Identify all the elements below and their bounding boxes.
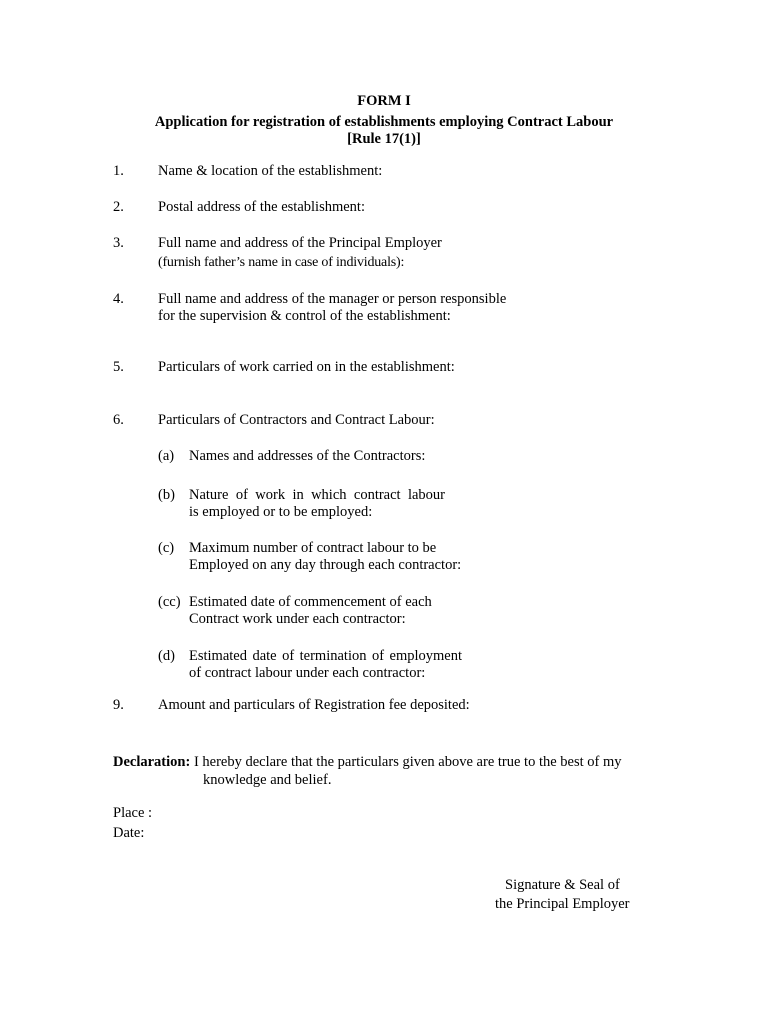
subitem-b-text-line1: Nature of work in which contract labour	[189, 487, 445, 503]
item-2-number: 2.	[113, 199, 124, 215]
declaration-text: I hereby declare that the particulars given above are true to the best of my	[193, 754, 622, 770]
item-4-text-line1: Full name and address of the manager or person responsible	[158, 291, 507, 307]
subitem-d-text-line2: of contract labour under each contractor:	[189, 665, 426, 681]
subitem-c-label: (c)	[158, 540, 175, 556]
place-label: Place :	[113, 805, 153, 821]
item-5-number: 5.	[113, 359, 124, 375]
item-4-number: 4.	[113, 291, 124, 307]
declaration-line1	[113, 754, 622, 771]
item-3-text-line2: (furnish father’s name in case of individuals):	[158, 255, 405, 270]
signature-line1: Signature & Seal of	[505, 877, 620, 893]
declaration-label: Declaration:	[113, 754, 191, 770]
item-3-number: 3.	[113, 235, 124, 251]
subitem-a-label: (a)	[158, 448, 175, 464]
item-2-text: Postal address of the establishment:	[158, 199, 365, 215]
item-9-text: Amount and particulars of Registration fee deposited:	[158, 697, 470, 713]
item-5-text: Particulars of work carried on in the establishment:	[158, 359, 455, 375]
signature-line2: the Principal Employer	[495, 896, 630, 912]
item-6-text: Particulars of Contractors and Contract Labour:	[158, 412, 435, 428]
form-title: FORM I	[357, 93, 411, 109]
subitem-a-text: Names and addresses of the Contractors:	[189, 448, 426, 464]
subitem-c-text-line2: Employed on any day through each contractor:	[189, 557, 462, 573]
subitem-b-text-line2: is employed or to be employed:	[189, 504, 373, 520]
subitem-b-label: (b)	[158, 487, 175, 503]
item-3-text-line1: Full name and address of the Principal Employer	[158, 235, 442, 251]
item-9-number: 9.	[113, 697, 124, 713]
subitem-cc-text-line2: Contract work under each contractor:	[189, 611, 406, 627]
subitem-cc-text-line1: Estimated date of commencement of each	[189, 594, 432, 610]
item-1-text: Name & location of the establishment:	[158, 163, 383, 179]
date-label: Date:	[113, 825, 145, 841]
rule-reference: [Rule 17(1)]	[347, 131, 421, 147]
subitem-d-label: (d)	[158, 648, 175, 664]
item-6-number: 6.	[113, 412, 124, 428]
subitem-cc-label: (cc)	[158, 594, 181, 610]
subitem-d-text-line1: Estimated date of termination of employment	[189, 648, 462, 664]
item-1-number: 1.	[113, 163, 124, 179]
declaration-line2: knowledge and belief.	[203, 772, 332, 788]
subitem-c-text-line1: Maximum number of contract labour to be	[189, 540, 437, 556]
item-4-text-line2: for the supervision & control of the establishment:	[158, 308, 451, 324]
form-subtitle: Application for registration of establishments employing Contract Labour	[154, 114, 614, 130]
